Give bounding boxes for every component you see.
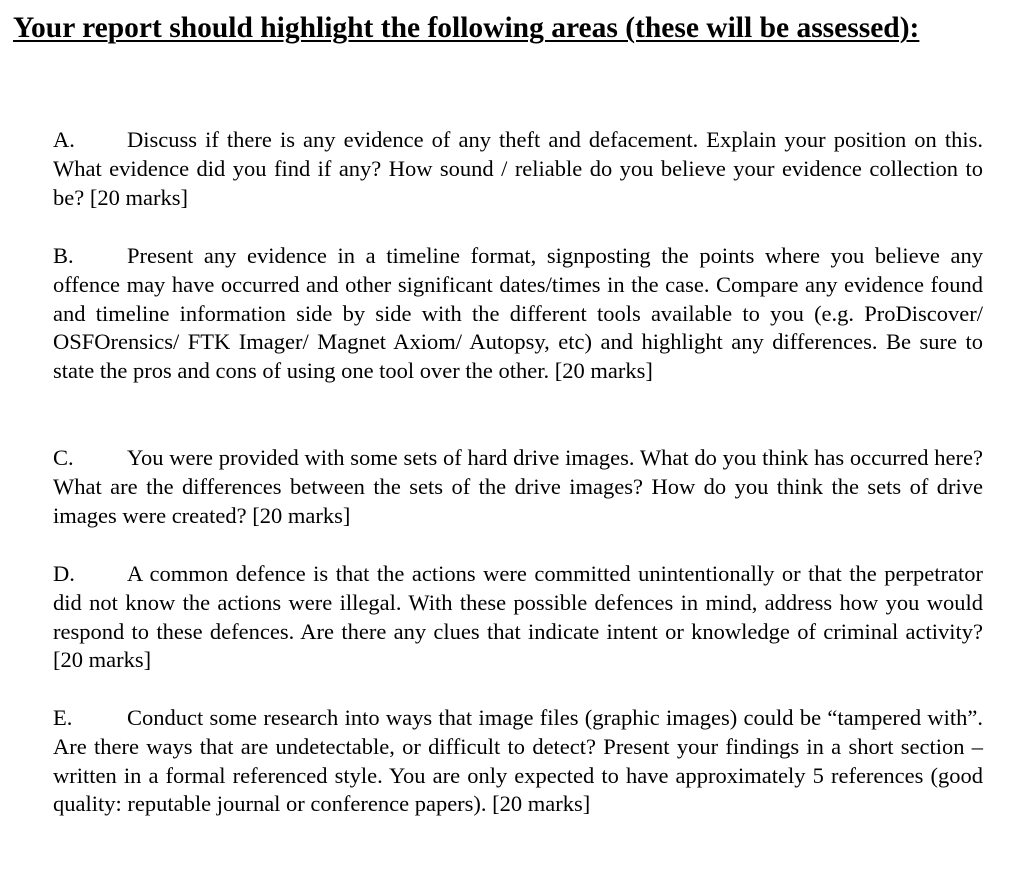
item-letter: C.: [53, 445, 74, 470]
item-text: Discuss if there is any evidence of any theft and defacement. Explain your position on this. What evidence did you find if any? How sound / reliable do you believe your evidence collection to be? [20 marks]: [53, 127, 983, 210]
question-item-a: [53, 126, 983, 212]
question-item-d: [53, 560, 983, 675]
question-item-e: [53, 704, 983, 819]
item-text: Present any evidence in a timeline format, signposting the points where you believe any offence may have occurred and other significant dates/times in the case. Compare any evidence found and timeline information side by side with the different tools available to you (e.g. ProDiscover/ OSFOrensics/ FTK Imager/ Magnet Axiom/ Autopsy, etc) and highlight any differences. Be sure to state the pros and cons of using one tool over the other. [20 marks]: [53, 243, 983, 384]
item-letter: D.: [53, 561, 75, 586]
question-item-c: [53, 444, 983, 530]
question-item-b: [53, 242, 983, 386]
page-title: Your report should highlight the following areas (these will be assessed):: [13, 12, 920, 44]
item-letter: A.: [53, 127, 75, 152]
item-text: You were provided with some sets of hard drive images. What do you think has occurred here? What are the differences between the sets of the drive images? How do you think the sets of drive images were created? [20 marks]: [53, 445, 983, 528]
item-letter: B.: [53, 243, 74, 268]
item-text: Conduct some research into ways that image files (graphic images) could be “tampered with”. Are there ways that are undetectable, or difficult to detect? Present your findings in a short section – written in a formal referenced style. You are only expected to have approximately 5 references (good quality: reputable journal or conference papers). [20 marks]: [53, 705, 983, 817]
item-letter: E.: [53, 705, 73, 730]
item-text: A common defence is that the actions were committed unintentionally or that the perpetrator did not know the actions were illegal. With these possible defences in mind, address how you would respond to these defences. Are there any clues that indicate intent or knowledge of criminal activity? [20 marks]: [53, 561, 983, 673]
